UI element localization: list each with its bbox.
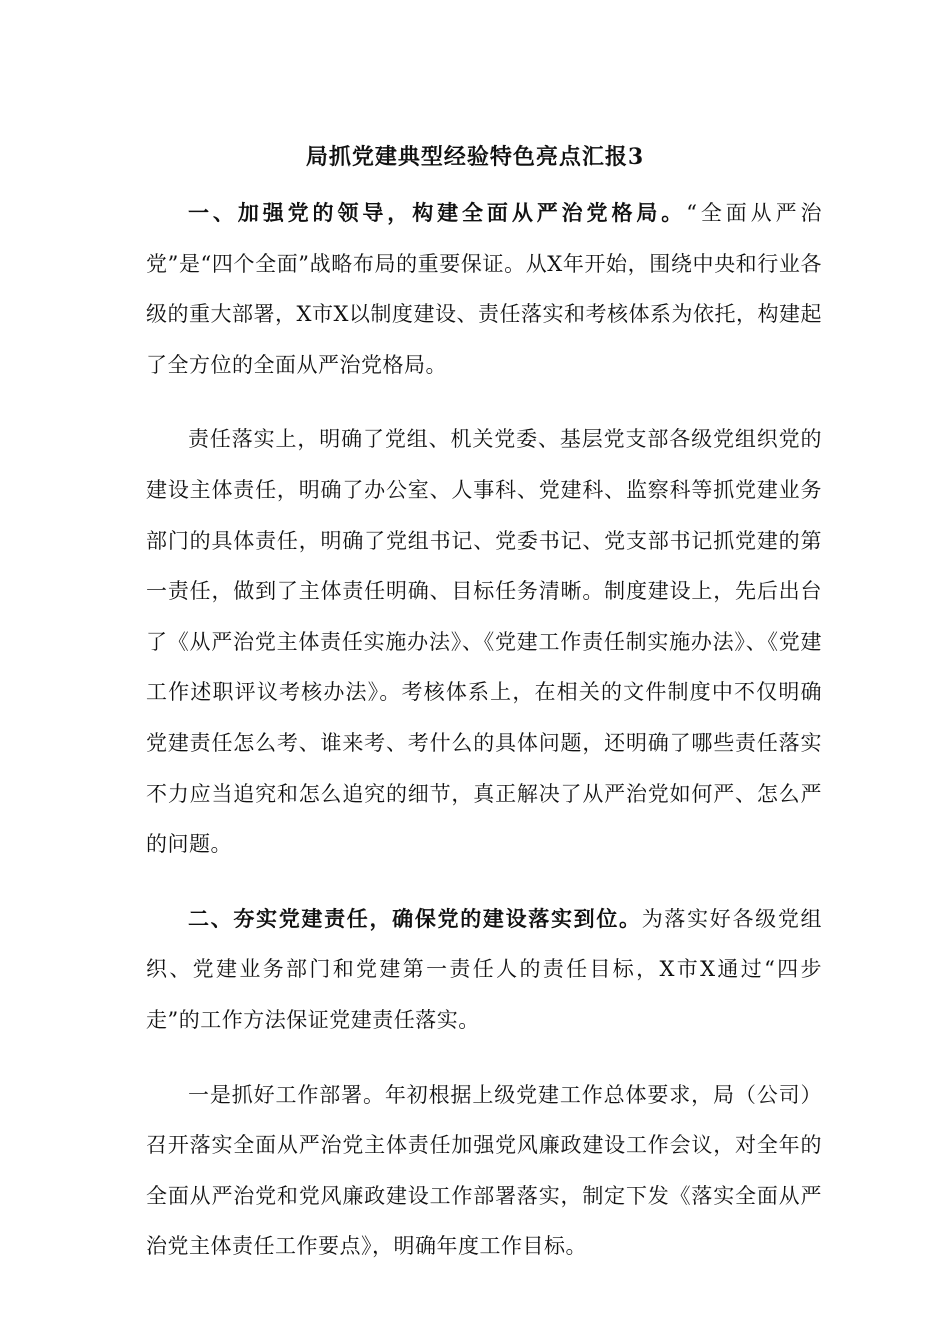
document-body	[146, 188, 822, 1272]
document-title: 局抓党建典型经验特色亮点汇报3	[305, 144, 645, 170]
paragraph-1-heading: 一、加强党的领导，构建全面从严治党格局。	[188, 200, 687, 225]
paragraph-1-text: “全面从严治党”是“四个全面”战略布局的重要保证。从X年开始，围绕中央和行业各级的重大部署，X市X以制度建设、责任落实和考核体系为依托，构建起了全方位的全面从严治党格局。	[146, 201, 822, 377]
paragraph-3-text: 为落实好各级党组织、党建业务部门和党建第一责任人的责任目标，X市X通过“四步走”的工作方法保证党建责任落实。	[146, 906, 822, 1032]
paragraph-3-heading: 二、夯实党建责任，确保党的建设落实到位。	[188, 905, 642, 931]
paragraph-2	[146, 414, 822, 869]
paragraph-4-text: 一是抓好工作部署。年初根据上级党建工作总体要求，局（公司）召开落实全面从严治党主体责任加强党风廉政建设工作会议，对全年的全面从严治党和党风廉政建设工作部署落实，制定下发《落实全面从严治党主体责任工作要点》，明确年度工作目标。	[146, 1082, 822, 1259]
paragraph-3	[146, 894, 822, 1046]
paragraph-4	[146, 1070, 822, 1272]
paragraph-2-text: 责任落实上，明确了党组、机关党委、基层党支部各级党组织党的建设主体责任，明确了办公室、人事科、党建科、监察科等抓党建业务部门的具体责任，明确了党组书记、党委书记、党支部书记抓党建的第一责任，做到了主体责任明确、目标任务清晰。制度建设上，先后出台了《从严治党主体责任实施办法》、《党建工作责任制实施办法》、《党建工作述职评议考核办法》。考核体系上，在相关的文件制度中不仅明确党建责任怎么考、谁来考、考什么的具体问题，还明确了哪些责任落实不力应当追究和怎么追究的细节，真正解决了从严治党如何严、怎么严的问题。	[146, 427, 822, 857]
paragraph-1	[146, 188, 822, 390]
